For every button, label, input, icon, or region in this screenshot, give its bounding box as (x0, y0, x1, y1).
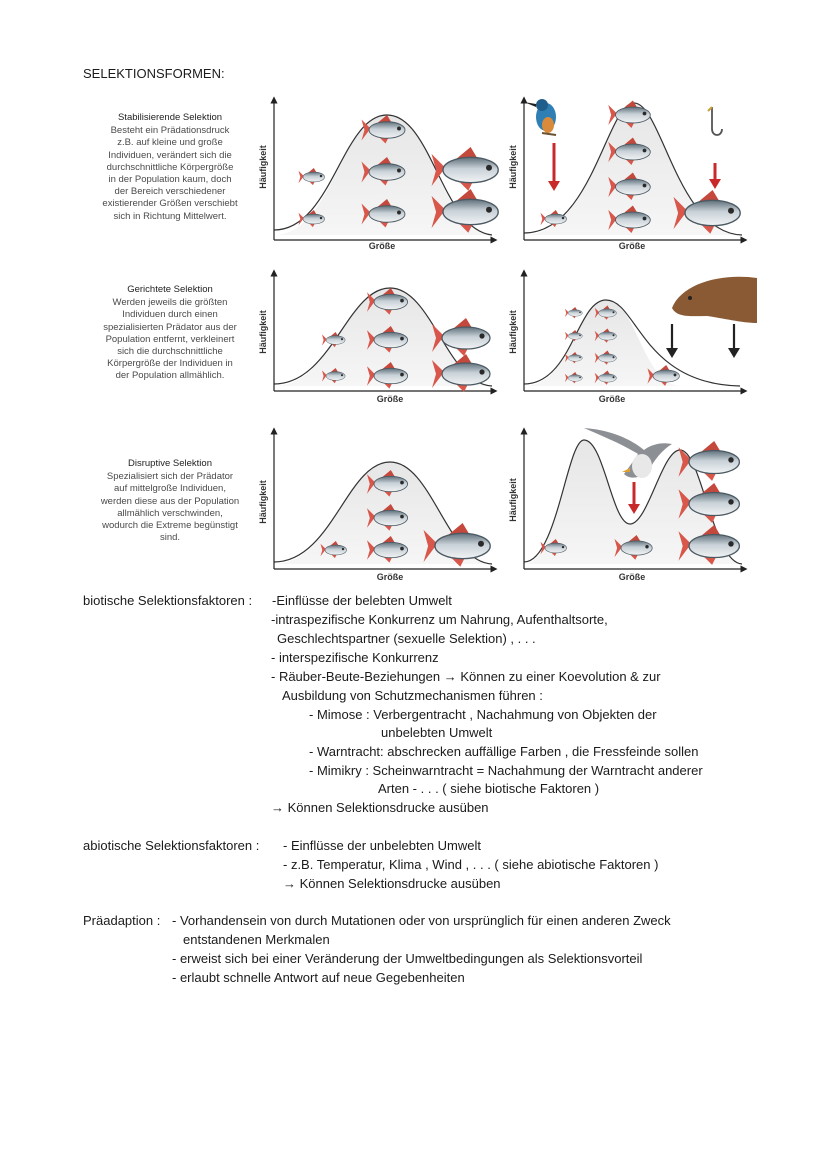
biotic-line: Ausbildung von Schutzmechanismen führen : (282, 688, 543, 703)
graph-stabilizing-before (258, 95, 498, 255)
x-axis-label: Größe (376, 572, 404, 582)
preadaption-line: - erlaubt schnelle Antwort auf neue Gegebenheiten (172, 970, 465, 985)
biotic-line: -Einflüsse der belebten Umwelt (272, 593, 452, 608)
biotic-line: - Warntracht: abschrecken auffällige Farben , die Fressfeinde sollen (309, 744, 699, 759)
biotic-line: Geschlechtspartner (sexuelle Selektion) , . . . (277, 631, 536, 646)
desc-body: Besteht ein Prädationsdruck z.B. auf kleine und große Individuen, verändert sich die durchschnittliche Körpergröße in der Population kaum, doch der Bereich verschiedener existierender Größen verschiebt sich in Richtung Mittelwert. (102, 125, 238, 222)
abiotic-label: abiotische Selektionsfaktoren : (83, 838, 260, 853)
x-axis-label: Größe (618, 572, 646, 582)
biotic-label: biotische Selektionsfaktoren : (83, 593, 253, 608)
y-axis-label: Häufigkeit (258, 145, 268, 189)
preadaption-line: entstandenen Merkmalen (183, 932, 330, 947)
desc-disruptive (95, 458, 245, 544)
y-axis-label: Häufigkeit (508, 145, 518, 189)
desc-heading: Disruptive Selektion (128, 458, 212, 469)
graph-directional-before (258, 268, 498, 408)
abiotic-line: - Einflüsse der unbelebten Umwelt (283, 838, 481, 853)
biotic-line: - Mimikry : Scheinwarntracht = Nachahmung der Warntracht anderer (309, 763, 703, 778)
graph-stabilizing-after (508, 95, 752, 255)
desc-body: Spezialisiert sich der Prädator auf mittelgroße Individuen, werden diese aus der Population allmählich verschwinden, wodurch die Extreme begünstigt sind. (100, 471, 240, 544)
y-axis-label: Häufigkeit (258, 480, 268, 524)
desc-stabilizing (95, 112, 245, 223)
graph-disruptive-before (258, 426, 498, 584)
biotic-line: - Räuber-Beute-Beziehungen → Können zu einer Koevolution & zur (271, 669, 661, 684)
desc-heading: Stabilisierende Selektion (117, 112, 223, 123)
biotic-line: - interspezifische Konkurrenz (271, 650, 439, 665)
desc-directional (95, 284, 245, 383)
kingfisher-icon (524, 99, 556, 135)
y-axis-label: Häufigkeit (508, 310, 518, 354)
biotic-line: - Mimose : Verbergentracht , Nachahmung von Objekten der (309, 707, 657, 722)
x-axis-label: Größe (618, 241, 646, 251)
preadaption-label: Präadaption : (83, 913, 161, 928)
biotic-line: unbelebten Umwelt (381, 725, 493, 740)
biotic-line: Arten - . . . ( siehe biotische Faktoren ) (378, 781, 600, 796)
x-axis-label: Größe (376, 394, 404, 404)
x-axis-label: Größe (598, 394, 626, 404)
abiotic-line: - z.B. Temperatur, Klima , Wind , . . . ( siehe abiotische Faktoren ) (283, 857, 659, 872)
page-title: SELEKTIONSFORMEN: (83, 66, 225, 81)
y-axis-label: Häufigkeit (508, 478, 518, 522)
preadaption-line: - Vorhandensein von durch Mutationen oder von ursprünglich für einen anderen Zweck (172, 913, 671, 928)
preadaption-line: - erweist sich bei einer Veränderung der Umweltbedingungen als Selektionsvorteil (172, 951, 643, 966)
fishhook-icon (708, 107, 722, 135)
desc-body: Werden jeweils die größten Individuen durch einen spezialisierten Prädator aus der Population entfernt, verkleinert sich die durchschnittliche Körpergröße der Individuen in der Population allmählich. (103, 297, 237, 382)
biotic-line: → Können Selektionsdrucke ausüben (271, 800, 489, 815)
y-axis-label: Häufigkeit (258, 310, 268, 354)
abiotic-line: → Können Selektionsdrucke ausüben (283, 876, 501, 891)
graph-disruptive-after (508, 420, 762, 584)
biotic-line: -intraspezifische Konkurrenz um Nahrung, Aufenthaltsorte, (271, 612, 608, 627)
graph-directional-after (508, 268, 762, 408)
fish-icon (299, 168, 325, 185)
fish-icon (565, 307, 582, 318)
x-axis-label: Größe (368, 241, 396, 251)
seal-icon (672, 277, 757, 323)
desc-heading: Gerichtete Selektion (127, 284, 213, 295)
